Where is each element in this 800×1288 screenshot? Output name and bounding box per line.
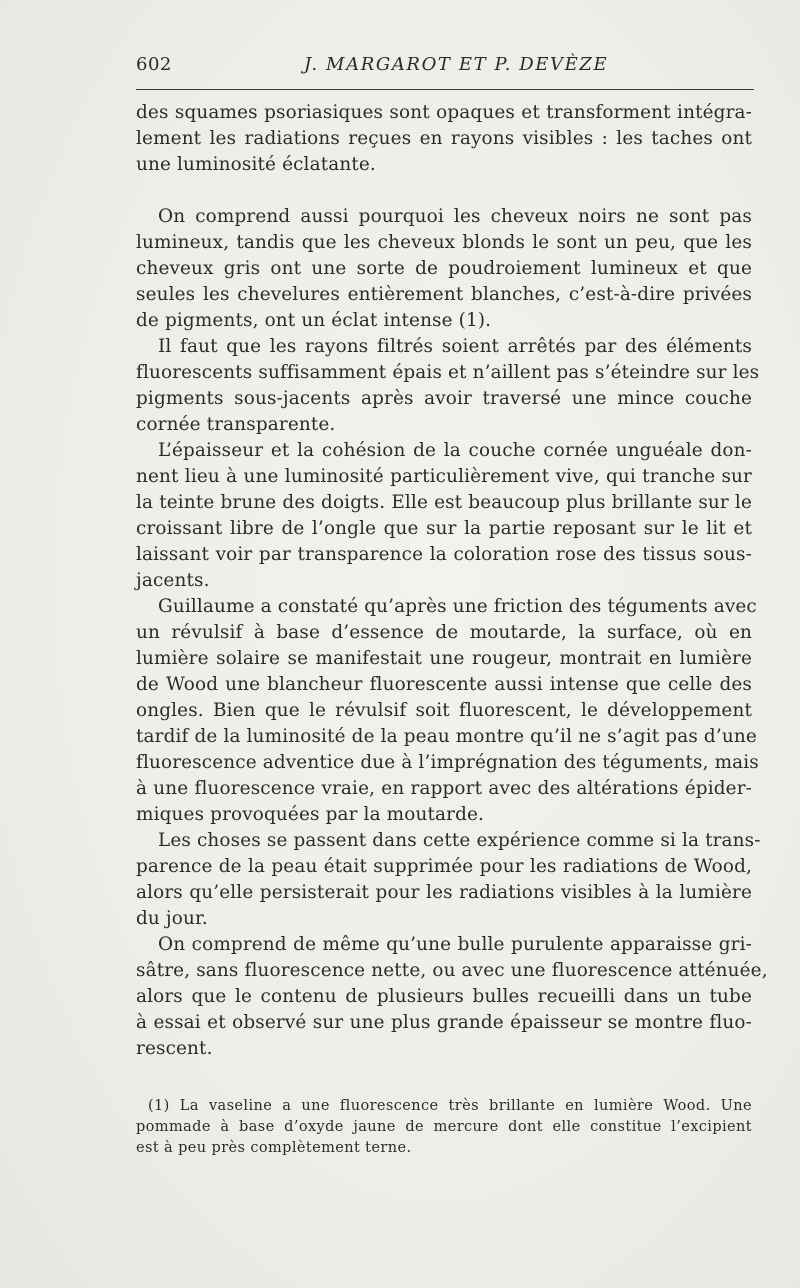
body-text [136,100,768,1062]
footnote-line: est à peu près complètement terne. [136,1140,412,1156]
page-header [136,52,752,86]
text-line: à essai et observé sur une plus grande épaisseur se montre fluo- [136,1012,752,1033]
text-line: pigments sous-jacents après avoir traversé une mince couche [136,388,752,409]
text-line: On comprend de même qu’une bulle purulente apparaisse gri- [158,934,752,955]
text-line: sâtre, sans fluorescence nette, ou avec une fluorescence atténuée, [136,960,768,981]
running-head: J. MARGAROT ET P. DEVÈZE [304,54,609,75]
text-line: Guillaume a constaté qu’après une friction des téguments avec [158,596,757,617]
footnote [136,1096,752,1159]
text-line: un révulsif à base d’essence de moutarde, la surface, où en [136,622,752,643]
paragraph-4 [136,438,752,594]
paragraph-3 [136,334,760,438]
text-line: alors que le contenu de plusieurs bulles recueilli dans un tube [136,986,752,1007]
text-line: miques provoquées par la moutarde. [136,804,485,825]
text-line: seules les chevelures entièrement blanches, c’est-à-dire privées [136,284,752,305]
text-line: fluorescents suffisamment épais et n’aillent pas s’éteindre sur les [136,362,760,383]
text-line: nent lieu à une luminosité particulièrement vive, qui tranche sur [136,466,752,487]
text-line: ongles. Bien que le révulsif soit fluorescent, le développement [136,700,752,721]
footnote-line: pommade à base d’oxyde jaune de mercure dont elle constitue l’excipient [136,1119,752,1135]
text-line: On comprend aussi pourquoi les cheveux noirs ne sont pas [158,206,752,227]
header-rule [136,89,754,90]
text-line: du jour. [136,908,208,929]
text-line: L’épaisseur et la cohésion de la couche cornée unguéale don- [158,440,752,461]
text-line: Les choses se passent dans cette expérience comme si la trans- [158,830,761,851]
page-number: 602 [136,54,172,75]
text-line: de Wood une blancheur fluorescente aussi intense que celle des [136,674,752,695]
text-line: lumineux, tandis que les cheveux blonds le sont un peu, que les [136,232,752,253]
text-line: lement les radiations reçues en rayons visibles : les taches ont [136,128,752,149]
text-line: de pigments, ont un éclat intense (1). [136,310,492,331]
paragraph-5 [136,594,759,828]
paragraph-7 [136,932,768,1062]
text-line: Il faut que les rayons filtrés soient arrêtés par des éléments [158,336,752,357]
text-line: cheveux gris ont une sorte de poudroiement lumineux et que [136,258,752,279]
text-line: à une fluorescence vraie, en rapport avec des altérations épider- [136,778,752,799]
text-line: croissant libre de l’ongle que sur la partie reposant sur le lit et [136,518,752,539]
paragraph-6 [136,828,761,932]
text-line: rescent. [136,1038,213,1059]
text-line: lumière solaire se manifestait une rougeur, montrait en lumière [136,648,752,669]
text-line: fluorescence adventice due à l’imprégnation des téguments, mais [136,752,759,773]
paragraph-2 [136,204,752,334]
text-line: des squames psoriasiques sont opaques et transforment intégra- [136,102,752,123]
text-line: laissant voir par transparence la coloration rose des tissus sous- [136,544,752,565]
text-line: la teinte brune des doigts. Elle est beaucoup plus brillante sur le [136,492,752,513]
text-line: tardif de la luminosité de la peau montre qu’il ne s’agit pas d’une [136,726,757,747]
text-line: cornée transparente. [136,414,336,435]
text-line: parence de la peau était supprimée pour les radiations de Wood, [136,856,752,877]
paragraph-1 [136,100,752,178]
text-line: une luminosité éclatante. [136,154,376,175]
text-line: alors qu’elle persisterait pour les radiations visibles à la lumière [136,882,752,903]
text-line: jacents. [136,570,210,591]
footnote-line: (1) La vaseline a une fluorescence très brillante en lumière Wood. Une [148,1098,752,1114]
